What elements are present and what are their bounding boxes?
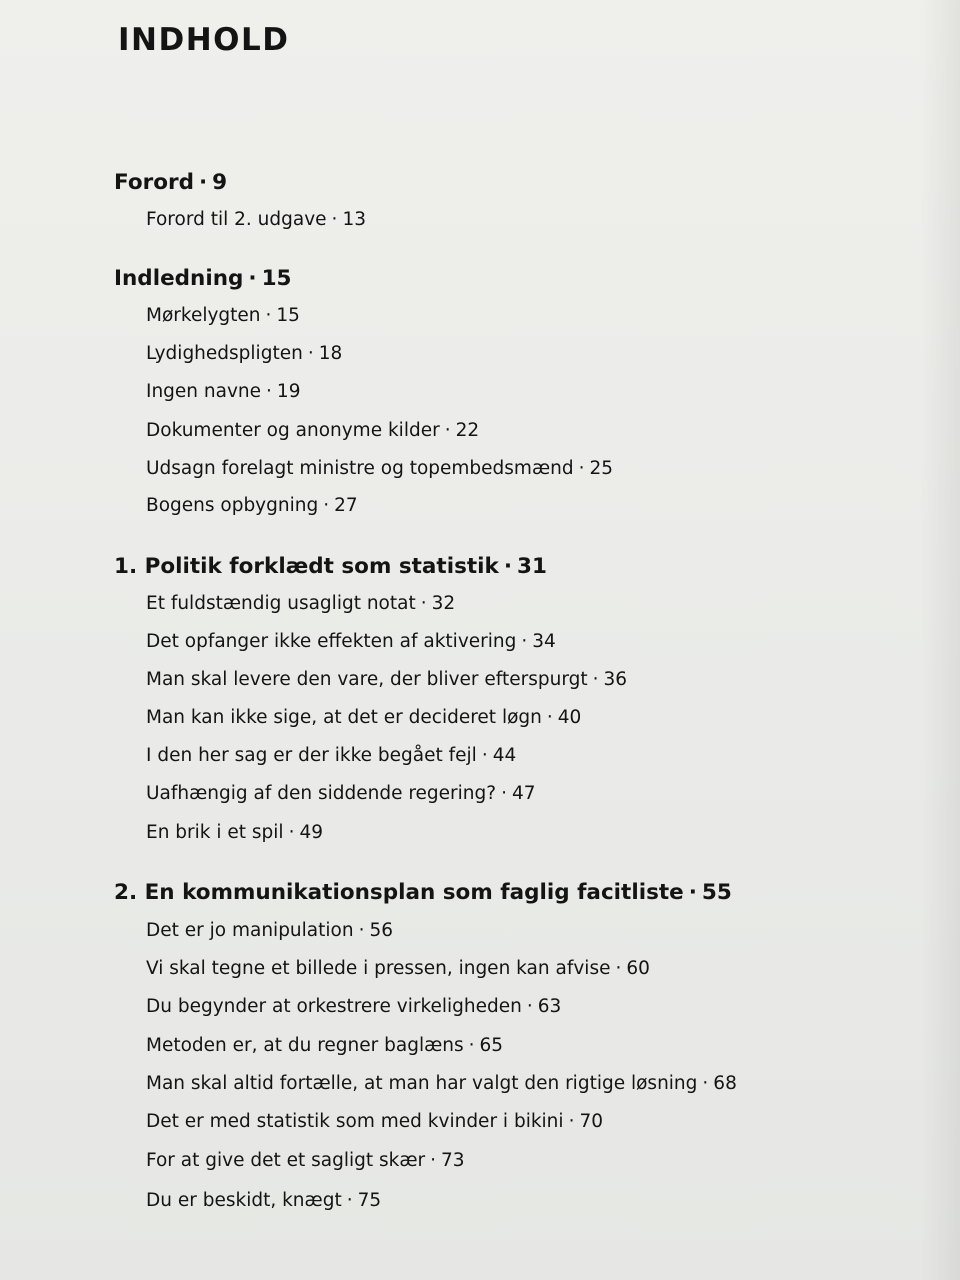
entry-page: 15 — [276, 305, 300, 326]
entry-page: 19 — [276, 381, 301, 402]
entry-title: Det er med statistik som med kvinder i bikini — [146, 1111, 564, 1132]
entry-page: 34 — [532, 631, 556, 652]
entry-page: 13 — [342, 209, 366, 230]
toc-entry — [146, 1192, 381, 1211]
separator-dot: · — [288, 822, 295, 843]
separator-dot: · — [526, 996, 533, 1017]
entry-title: Uafhængig af den siddende regering? — [146, 783, 497, 804]
section-page: 55 — [701, 880, 732, 905]
entry-title: Man skal altid fortælle, at man har valgt den rigtige løsning — [146, 1073, 698, 1094]
entry-page: 70 — [579, 1111, 603, 1132]
separator-dot: · — [444, 420, 451, 441]
separator-dot: · — [481, 745, 488, 766]
section-page: 31 — [517, 554, 547, 579]
toc-section-chapter-2 — [114, 882, 732, 904]
separator-dot: · — [468, 1035, 475, 1056]
toc-entry — [146, 824, 323, 843]
toc-entry — [146, 671, 627, 690]
separator-dot: · — [323, 495, 330, 516]
entry-page: 22 — [455, 420, 480, 441]
separator-dot: · — [702, 1073, 709, 1094]
entry-title: Ingen navne — [146, 381, 262, 402]
separator-dot: · — [248, 266, 257, 291]
section-page: 9 — [212, 170, 228, 195]
entry-page: 40 — [557, 707, 582, 728]
entry-page: 65 — [479, 1035, 504, 1056]
separator-dot: · — [501, 783, 507, 804]
section-title: 2. En kommunikationsplan som faglig facitliste — [114, 880, 684, 905]
entry-page: 60 — [626, 958, 650, 979]
entry-page: 36 — [603, 669, 628, 690]
toc-section-indledning — [114, 268, 292, 290]
separator-dot: · — [420, 593, 427, 614]
separator-dot: · — [266, 381, 272, 402]
toc-entry — [146, 785, 536, 804]
entry-title: Forord til 2. udgave — [146, 209, 327, 230]
separator-dot: · — [358, 920, 365, 941]
entry-page: 27 — [334, 495, 358, 516]
separator-dot: · — [592, 669, 599, 690]
toc-entry — [146, 1152, 465, 1171]
section-title: Forord — [114, 170, 194, 195]
entry-page: 44 — [492, 745, 517, 766]
separator-dot: · — [346, 1190, 353, 1211]
separator-dot: · — [688, 880, 697, 905]
separator-dot: · — [615, 958, 622, 979]
entry-title: Lydighedspligten — [146, 343, 303, 364]
separator-dot: · — [568, 1111, 575, 1132]
toc-entry — [146, 345, 342, 364]
separator-dot: · — [265, 305, 272, 326]
entry-title: Udsagn forelagt ministre og topembedsmænd — [146, 458, 574, 479]
entry-title: Et fuldstændig usagligt notat — [146, 593, 416, 614]
section-title: 1. Politik forklædt som statistik — [114, 554, 499, 579]
toc-entry — [146, 497, 358, 516]
separator-dot: · — [331, 209, 338, 230]
entry-page: 68 — [713, 1073, 737, 1094]
toc-entry — [146, 709, 581, 728]
entry-page: 32 — [431, 593, 456, 614]
entry-page: 47 — [511, 783, 536, 804]
toc-entry — [146, 633, 556, 652]
entry-title: Metoden er, at du regner baglæns — [146, 1035, 464, 1056]
section-page: 15 — [261, 266, 292, 291]
toc-entry — [146, 383, 300, 402]
entry-title: En brik i et spil — [146, 822, 284, 843]
separator-dot: · — [578, 458, 585, 479]
entry-title: Det er jo manipulation — [146, 920, 354, 941]
entry-title: Man skal levere den vare, der bliver efterspurgt — [146, 669, 588, 690]
toc-entry — [146, 422, 479, 441]
entry-title: Du begynder at orkestrere virkeligheden — [146, 996, 522, 1017]
entry-page: 18 — [318, 343, 343, 364]
entry-title: Man kan ikke sige, at det er decideret løgn — [146, 707, 542, 728]
separator-dot: · — [198, 170, 208, 195]
toc-entry — [146, 1037, 503, 1056]
separator-dot: · — [307, 343, 314, 364]
entry-page: 63 — [537, 996, 562, 1017]
entry-page: 49 — [299, 822, 324, 843]
toc-section-chapter-1 — [114, 556, 547, 578]
toc-entry — [146, 307, 300, 326]
entry-title: Dokumenter og anonyme kilder — [146, 420, 440, 441]
entry-title: Vi skal tegne et billede i pressen, ingen kan afvise — [146, 958, 611, 979]
toc-entry — [146, 211, 366, 230]
toc-entry — [146, 1075, 737, 1094]
entry-title: Det opfanger ikke effekten af aktivering — [146, 631, 517, 652]
entry-title: Bogens opbygning — [146, 495, 319, 516]
toc-entry — [146, 1113, 603, 1132]
toc-entry — [146, 960, 650, 979]
entry-title: Du er beskidt, knægt — [146, 1190, 342, 1211]
toc-entry — [146, 922, 393, 941]
entry-page: 25 — [589, 458, 614, 479]
separator-dot: · — [521, 631, 528, 652]
entry-title: Mørkelygten — [146, 305, 261, 326]
entry-page: 75 — [357, 1190, 382, 1211]
toc-entry — [146, 747, 516, 766]
section-title: Indledning — [114, 266, 244, 291]
toc-entry — [146, 595, 455, 614]
page-edge-shadow — [920, 0, 960, 1280]
toc-entry — [146, 460, 613, 479]
separator-dot: · — [503, 554, 512, 579]
separator-dot: · — [430, 1150, 437, 1171]
entry-page: 73 — [441, 1150, 465, 1171]
entry-title: I den her sag er der ikke begået fejl — [146, 745, 477, 766]
toc-section-forord — [114, 172, 227, 194]
page-title: INDHOLD — [118, 22, 290, 58]
toc-entry — [146, 998, 561, 1017]
entry-page: 56 — [369, 920, 394, 941]
separator-dot: · — [546, 707, 553, 728]
entry-title: For at give det et sagligt skær — [146, 1150, 426, 1171]
